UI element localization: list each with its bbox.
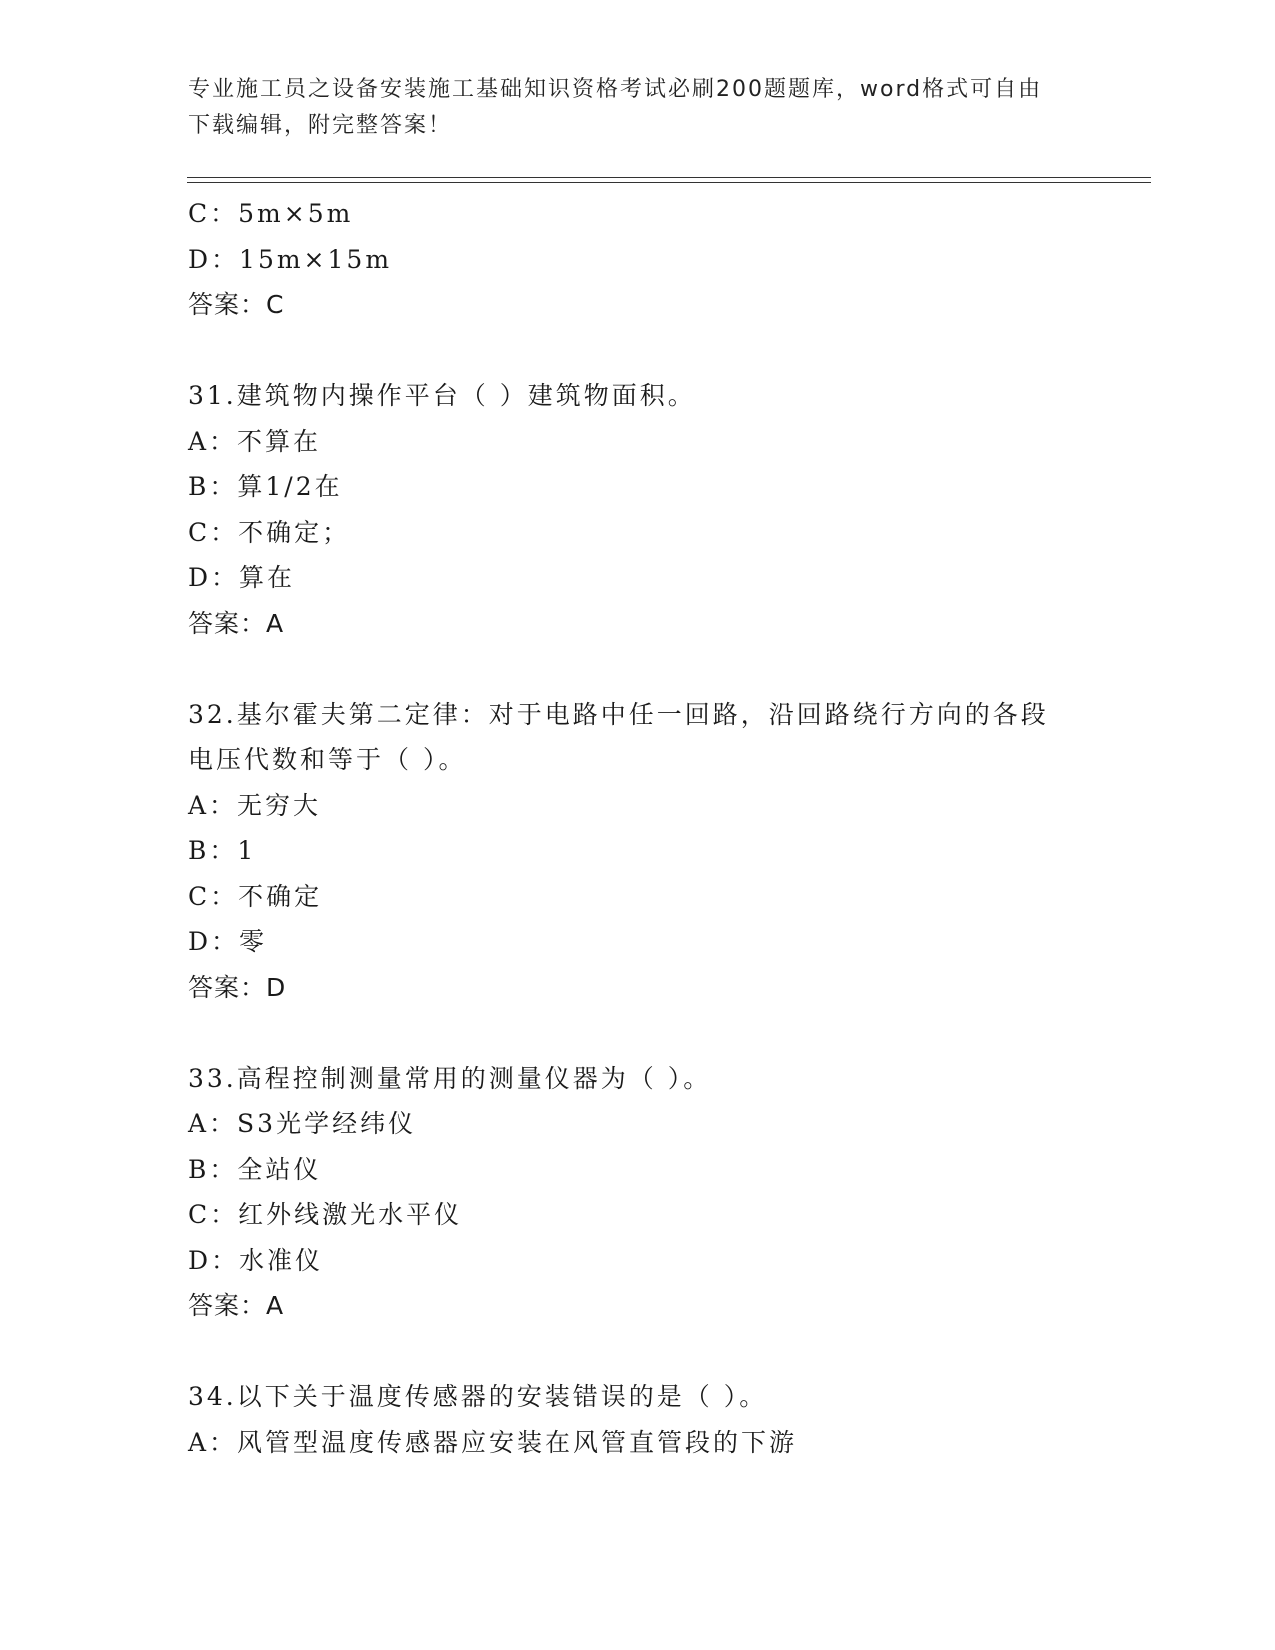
spacer [188, 1010, 1088, 1056]
header-rule-bottom [187, 182, 1151, 183]
option-c: C：不确定 [188, 881, 323, 911]
option-a: A：风管型温度传感器应安装在风管直管段的下游 [188, 1427, 798, 1457]
option-b: B：全站仪 [188, 1154, 322, 1184]
page-header [188, 72, 1068, 144]
option-d: D：零 [188, 927, 268, 956]
header-line-2: 下载编辑，附完整答案！ [188, 113, 453, 138]
option-c: C：不确定； [188, 517, 351, 547]
option-a: A：S3光学经纬仪 [188, 1109, 417, 1138]
question-stem: 33.高程控制测量常用的测量仪器为（ ）。 [188, 1063, 712, 1093]
question-34 [188, 1374, 1088, 1465]
question-stem: 31.建筑物内操作平台（ ）建筑物面积。 [188, 381, 696, 410]
question-stem-line-1: 32.基尔霍夫第二定律：对于电路中任一回路，沿回路绕行方向的各段 [188, 699, 1049, 729]
option-b: B：1 [188, 836, 257, 865]
option-a: A：不算在 [188, 426, 322, 456]
spacer [188, 1329, 1088, 1375]
option-a: A：无穷大 [188, 790, 322, 820]
option-d: D：15m×15m [188, 244, 393, 274]
header-line-1: 专业施工员之设备安装施工基础知识资格考试必刷200题题库，word格式可自由 [188, 77, 1043, 102]
option-d: D：算在 [188, 563, 296, 592]
question-30 [188, 191, 1088, 328]
question-33 [188, 1056, 1088, 1329]
answer: 答案：A [188, 1291, 285, 1320]
spacer [188, 328, 1088, 374]
option-b: B：算1/2在 [188, 472, 343, 501]
option-c: C：5m×5m [188, 199, 354, 228]
question-32 [188, 692, 1088, 1011]
header-rule-top [187, 177, 1151, 178]
answer: 答案：C [188, 290, 285, 319]
answer: 答案：D [188, 972, 287, 1002]
question-stem: 34.以下关于温度传感器的安装错误的是（ ）。 [188, 1382, 768, 1411]
spacer [188, 646, 1088, 692]
answer: 答案：A [188, 608, 285, 638]
question-31 [188, 373, 1088, 646]
option-c: C：红外线激光水平仪 [188, 1200, 463, 1229]
option-d: D：水准仪 [188, 1245, 324, 1275]
question-list [188, 191, 1088, 1465]
question-stem-line-2: 电压代数和等于（ ）。 [188, 745, 467, 774]
